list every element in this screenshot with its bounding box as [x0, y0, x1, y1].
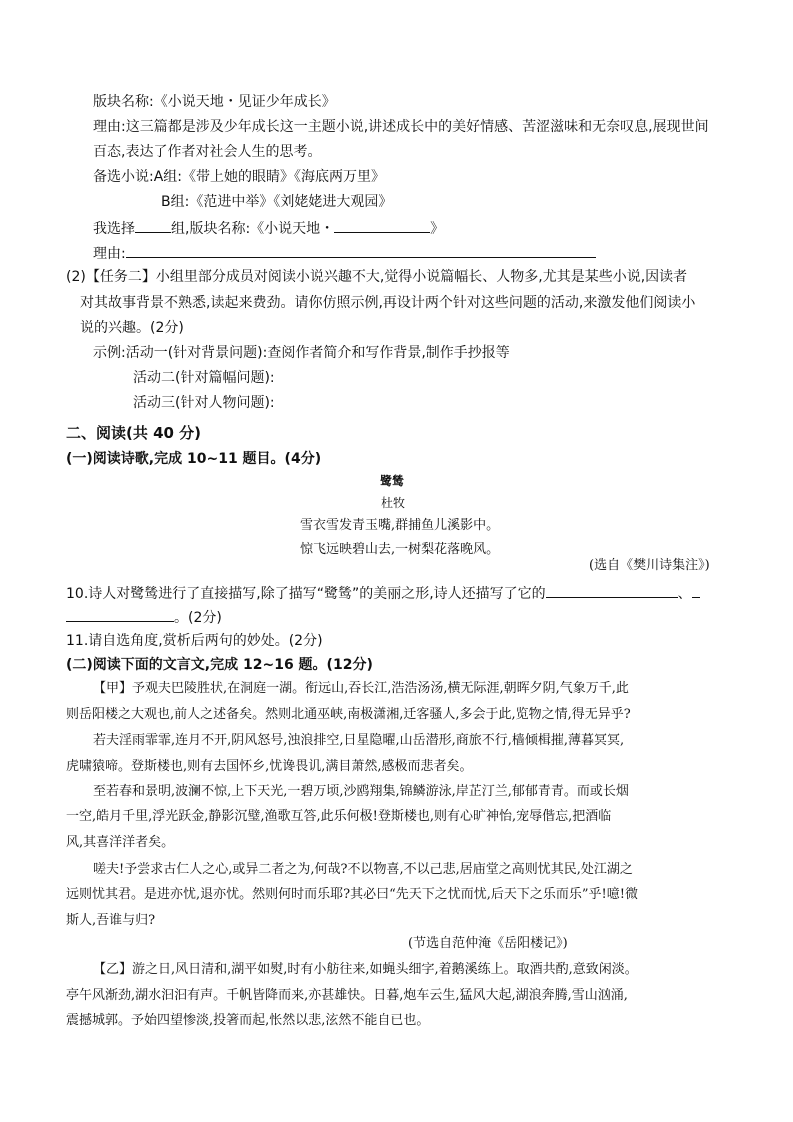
activity3-prompt: 活动三(针对人物问题): — [133, 395, 275, 411]
passage-jia-p4-l1: 嗟夫!予尝求古仁人之心,或异二者之为,何哉?不以物喜,不以己悲,居庙堂之高则忧其民,处江湖之 — [93, 862, 633, 877]
reason-text-line1: 理由:这三篇都是涉及少年成长这一主题小说,讲述成长中的美好情感、苦涩滋味和无奈叹息,展现世间 — [93, 119, 709, 135]
poem-source: (选自《樊川诗集注》) — [589, 558, 710, 573]
passage-jia-p3-l2: 一空,皓月千里,浮光跃金,静影沉璧,渔歌互答,此乐何极!登斯楼也,则有心旷神怡,宠辱偕忘,把酒临 — [66, 809, 612, 824]
q10-answer-blank-2[interactable] — [66, 606, 174, 622]
choose-prefix: 我选择 — [93, 221, 135, 237]
q10-separator: 、 — [677, 586, 692, 602]
poem-line-2: 惊飞远映碧山去,一树梨花落晚风。 — [300, 542, 500, 557]
passage-jia-p1-l1: 【甲】予观夫巴陵胜状,在洞庭一湖。衔远山,吞长江,浩浩汤汤,横无际涯,朝晖夕阴,气象万千,此 — [93, 681, 629, 696]
reason-label: 理由: — [93, 246, 126, 262]
poem-author: 杜牧 — [381, 496, 406, 510]
activity2-prompt: 活动二(针对篇幅问题): — [133, 370, 275, 386]
reason-answer-line — [93, 242, 596, 264]
passage-yi-l1: 【乙】游之日,风日清和,湖平如熨,时有小舫往来,如蝇头细字,着鹅溪练上。取酒共酌,意致闲淡。 — [93, 962, 638, 977]
choose-suffix: 》 — [430, 221, 445, 237]
task2-line2: 对其故事背景不熟悉,读起来费劲。请你仿照示例,再设计两个针对这些问题的活动,来激发他们阅读小 — [80, 295, 696, 311]
passage-jia-p4-l2: 远则忧其君。是进亦忧,退亦忧。然则何时而乐耶?其必曰“先天下之忧而忧,后天下之乐而乐”乎!噫!微 — [66, 887, 638, 902]
q10-answer-blank-1[interactable] — [546, 582, 678, 598]
question-10-line1 — [66, 582, 700, 604]
q10-end: 。(2分) — [174, 610, 222, 626]
section-reading-heading: 二、阅读(共 40 分) — [66, 424, 202, 442]
passage-jia-p4-l3: 斯人,吾谁与归? — [66, 913, 156, 928]
question-11: 11.请自选角度,赏析后两句的妙处。(2分) — [66, 633, 323, 649]
choose-group-line — [93, 217, 444, 239]
choose-mid: 组,版块名称:《小说天地・ — [171, 221, 335, 237]
activity-example: 示例:活动一(针对背景问题):查阅作者简介和写作背景,制作手抄报等 — [93, 345, 510, 361]
task2-line3: 说的兴趣。(2分) — [80, 320, 184, 336]
poem-line-1: 雪衣雪发青玉嘴,群捕鱼儿溪影中。 — [300, 518, 500, 533]
passage-jia-p2-l1: 若夫淫雨霏霏,连月不开,阴风怒号,浊浪排空,日星隐曜,山岳潜形,商旅不行,樯倾楫摧,薄暮冥冥, — [93, 733, 625, 748]
passage-jia-source: (节选自范仲淹《岳阳楼记》) — [408, 936, 568, 951]
passage-yi-l3: 震撼城郭。予始四望惨淡,投箸而起,怅然以悲,泫然不能自已也。 — [66, 1013, 430, 1028]
task2-line1: (2)【任务二】小组里部分成员对阅读小说兴趣不大,觉得小说篇幅长、人物多,尤其是某些小说,因读者 — [66, 269, 688, 285]
classical-text-subheading: (二)阅读下面的文言文,完成 12~16 题。(12分) — [66, 657, 373, 673]
passage-jia-p2-l2: 虎啸猿啼。登斯楼也,则有去国怀乡,忧谗畏讥,满目萧然,感极而悲者矣。 — [66, 759, 473, 774]
poetry-subheading: (一)阅读诗歌,完成 10~11 题目。(4分) — [66, 451, 322, 467]
reason-answer-blank[interactable] — [126, 242, 596, 258]
passage-jia-p3-l1: 至若春和景明,波澜不惊,上下天光,一碧万顷,沙鸥翔集,锦鳞游泳,岸芷汀兰,郁郁青青。而或长烟 — [93, 784, 629, 799]
block-name-text: 版块名称:《小说天地・见证少年成长》 — [93, 94, 336, 110]
candidate-group-b: B组:《范进中举》《刘姥姥进大观园》 — [161, 194, 393, 210]
passage-yi-l2: 亭午风渐劲,湖水汩汩有声。千帆皆降而来,亦甚雄快。日暮,炮车云生,猛风大起,湖浪奔腾,雪山汹涌, — [66, 988, 628, 1003]
question-10-text: 10.诗人对鹭鸶进行了直接描写,除了描写“鹭鸶”的美丽之形,诗人还描写了它的 — [66, 586, 546, 602]
passage-jia-p3-l3: 风,其喜洋洋者矣。 — [66, 835, 175, 850]
group-answer-blank[interactable] — [135, 217, 171, 233]
block-name-answer-blank[interactable] — [334, 217, 430, 233]
candidate-group-a: 备选小说:A组:《带上她的眼睛》《海底两万里》 — [93, 169, 386, 185]
question-10-line2 — [66, 606, 222, 628]
reason-text-line2: 百态,表达了作者对社会人生的思考。 — [93, 144, 322, 160]
passage-jia-p1-l2: 则岳阳楼之大观也,前人之述备矣。然则北通巫峡,南极潇湘,迁客骚人,多会于此,览物之情,得无异乎? — [66, 707, 631, 722]
poem-title: 鹭鸶 — [380, 474, 405, 488]
q10-answer-blank-2-start[interactable] — [692, 582, 700, 598]
